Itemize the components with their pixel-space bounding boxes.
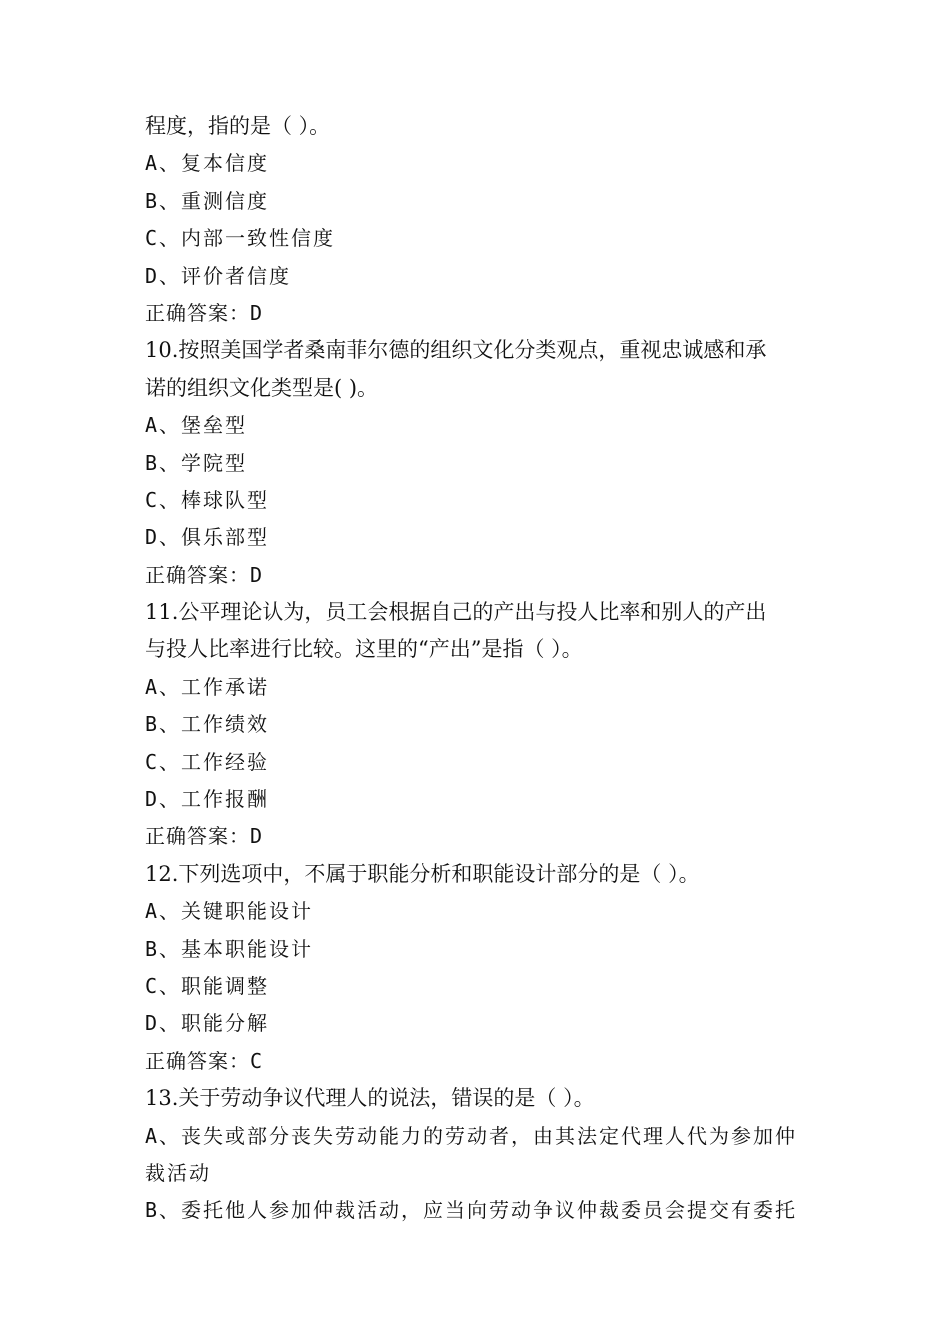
option-line: B、重测信度 <box>145 188 270 213</box>
question-text-line: 诺的组织文化类型是( )。 <box>145 375 379 400</box>
option-line: B、工作绩效 <box>145 712 270 737</box>
question-text-line: 13.关于劳动争议代理人的说法，错误的是（ ）。 <box>145 1086 595 1111</box>
answer-line: 正确答案：D <box>145 300 264 325</box>
option-line: D、职能分解 <box>145 1011 270 1036</box>
question-text-line: 11.公平理论认为，员工会根据自己的产出与投人比率和别人的产出 <box>145 600 767 625</box>
option-line: A、丧失或部分丧失劳动能力的劳动者，由其法定代理人代为参加仲 <box>145 1123 798 1148</box>
option-line: C、职能调整 <box>145 973 270 998</box>
question-text-line: 10.按照美国学者桑南菲尔德的组织文化分类观点，重视忠诚感和承 <box>145 338 767 363</box>
question-text-line: 12.下列选项中，不属于职能分析和职能设计部分的是（ ）。 <box>145 861 700 886</box>
option-line: C、工作经验 <box>145 749 270 774</box>
option-line: A、关键职能设计 <box>145 899 314 924</box>
option-line: B、基本职能设计 <box>145 936 314 961</box>
option-line: B、委托他人参加仲裁活动，应当向劳动争议仲裁委员会提交有委托 <box>145 1198 798 1223</box>
option-line: D、工作报酬 <box>145 787 270 812</box>
question-text-line: 程度，指的是（ ）。 <box>145 114 331 138</box>
option-line: D、俱乐部型 <box>145 525 270 550</box>
option-line: C、棒球队型 <box>145 487 270 512</box>
option-line: A、复本信度 <box>145 151 270 176</box>
option-line: A、堡垒型 <box>145 413 248 438</box>
option-line: D、评价者信度 <box>145 263 292 288</box>
option-line: 裁活动 <box>145 1160 211 1185</box>
question-text-line: 与投人比率进行比较。这里的“产出”是指（ ）。 <box>145 637 583 662</box>
option-line: A、工作承诺 <box>145 674 270 699</box>
answer-line: 正确答案：D <box>145 562 264 587</box>
answer-line: 正确答案：C <box>145 1048 264 1073</box>
option-line: B、学院型 <box>145 450 248 475</box>
answer-line: 正确答案：D <box>145 824 264 849</box>
option-line: C、内部一致性信度 <box>145 226 336 251</box>
